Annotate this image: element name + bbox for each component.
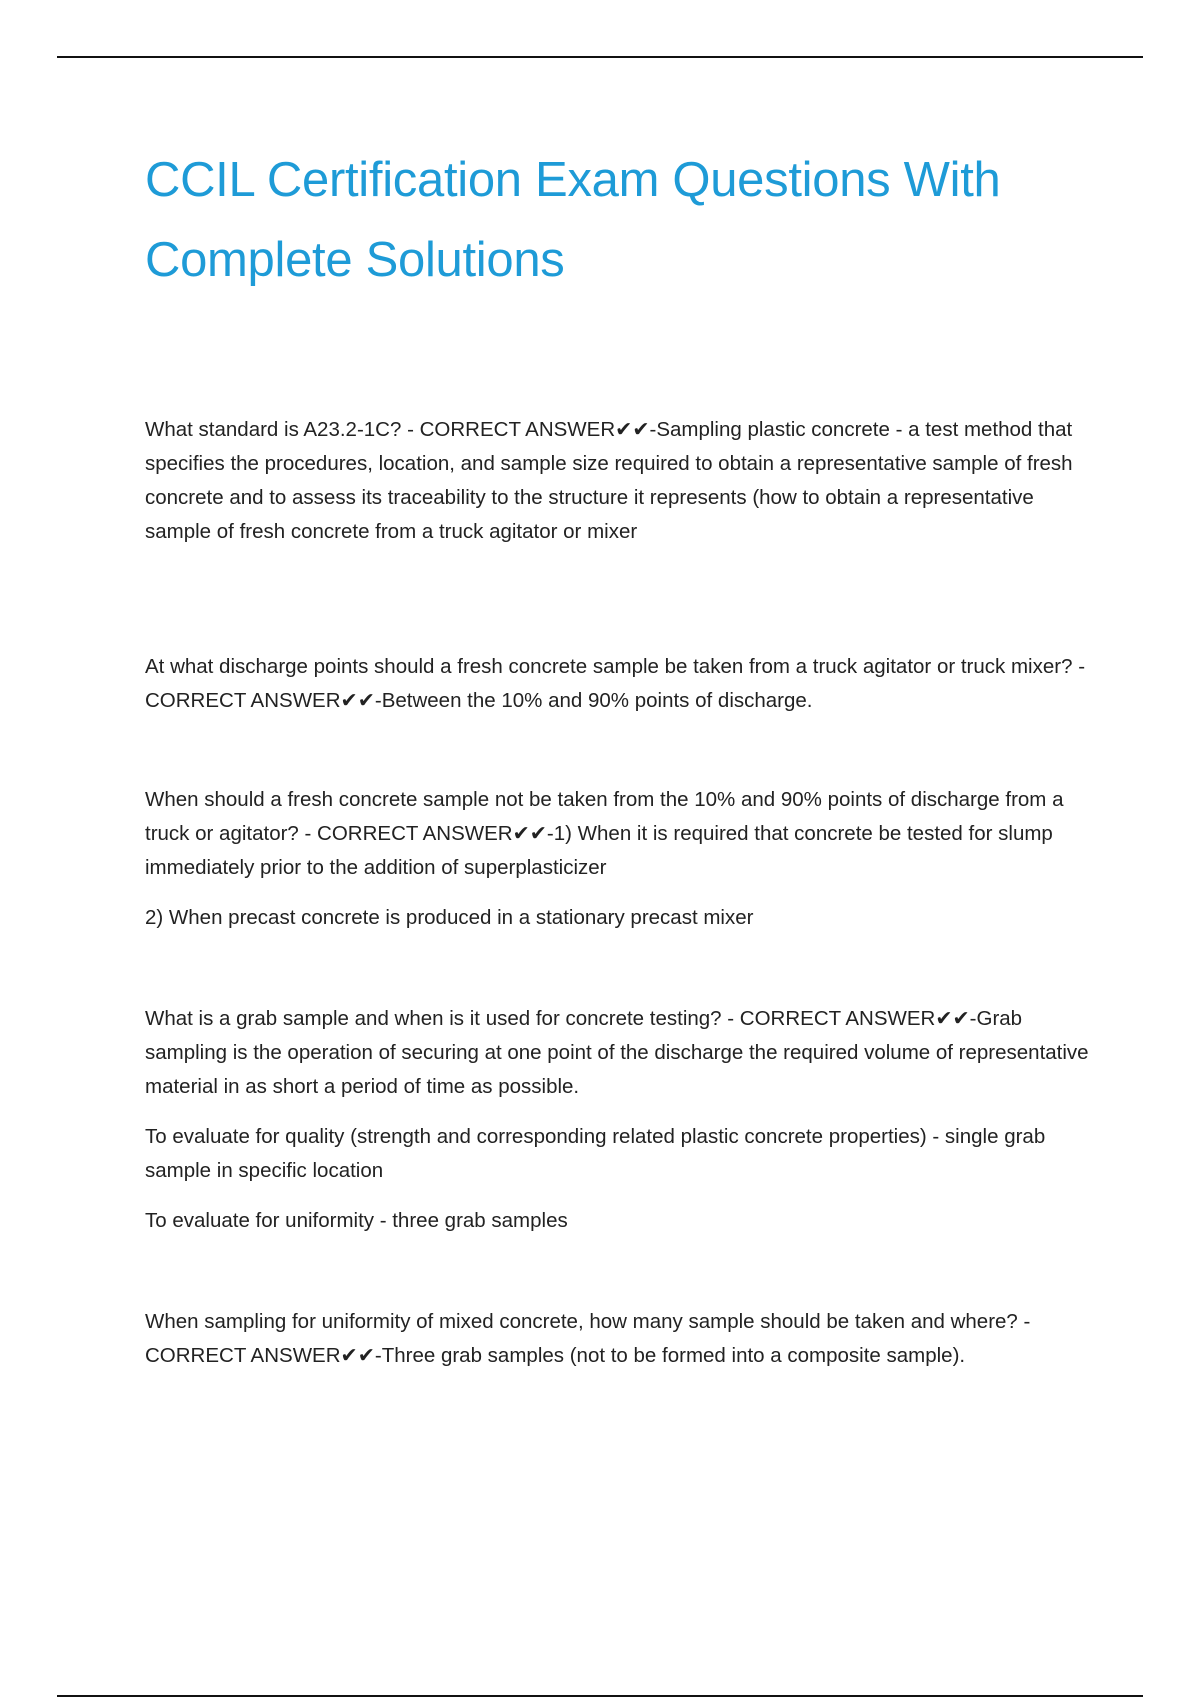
top-divider: [57, 56, 1143, 58]
qa-3-paragraph-1: When should a fresh concrete sample not be taken from the 10% and 90% points of discharge from a truck or agitator? - CORRECT ANSWER✔✔-1) When it is required that concrete be tested for slump immediately prior to the addition of superplasticizer: [145, 788, 1064, 879]
qa-entry-2: [145, 650, 1095, 718]
qa-entry-1: [145, 413, 1095, 549]
document-title: CCIL Certification Exam Questions With Complete Solutions: [145, 153, 1001, 287]
bottom-divider: [57, 1695, 1143, 1697]
qa-5-paragraph-1: When sampling for uniformity of mixed concrete, how many sample should be taken and where? - CORRECT ANSWER✔✔-Three grab samples (not to be formed into a composite sample).: [145, 1310, 1031, 1367]
qa-4-paragraph-1: What is a grab sample and when is it used for concrete testing? - CORRECT ANSWER✔✔-Grab sampling is the operation of securing at one point of the discharge the required volume of representative material in as short a period of time as possible.: [145, 1007, 1089, 1098]
qa-entry-3: [145, 783, 1095, 935]
qa-2-paragraph-1: At what discharge points should a fresh concrete sample be taken from a truck agitator or truck mixer? - CORRECT ANSWER✔✔-Between the 10% and 90% points of discharge.: [145, 655, 1086, 712]
qa-4-paragraph-2: To evaluate for quality (strength and corresponding related plastic concrete properties) - single grab sample in specific location: [145, 1125, 1046, 1182]
qa-entry-5: [145, 1305, 1095, 1373]
qa-3-paragraph-2: 2) When precast concrete is produced in a stationary precast mixer: [145, 906, 754, 929]
qa-entry-4: [145, 1002, 1095, 1238]
qa-1-paragraph-1: What standard is A23.2-1C? - CORRECT ANSWER✔✔-Sampling plastic concrete - a test method that specifies the procedures, location, and sample size required to obtain a representative sample of fresh concrete and to assess its traceability to the structure it represents (how to obtain a representative sample of fresh concrete from a truck agitator or mixer: [145, 418, 1073, 543]
qa-4-paragraph-3: To evaluate for uniformity - three grab samples: [145, 1209, 568, 1232]
